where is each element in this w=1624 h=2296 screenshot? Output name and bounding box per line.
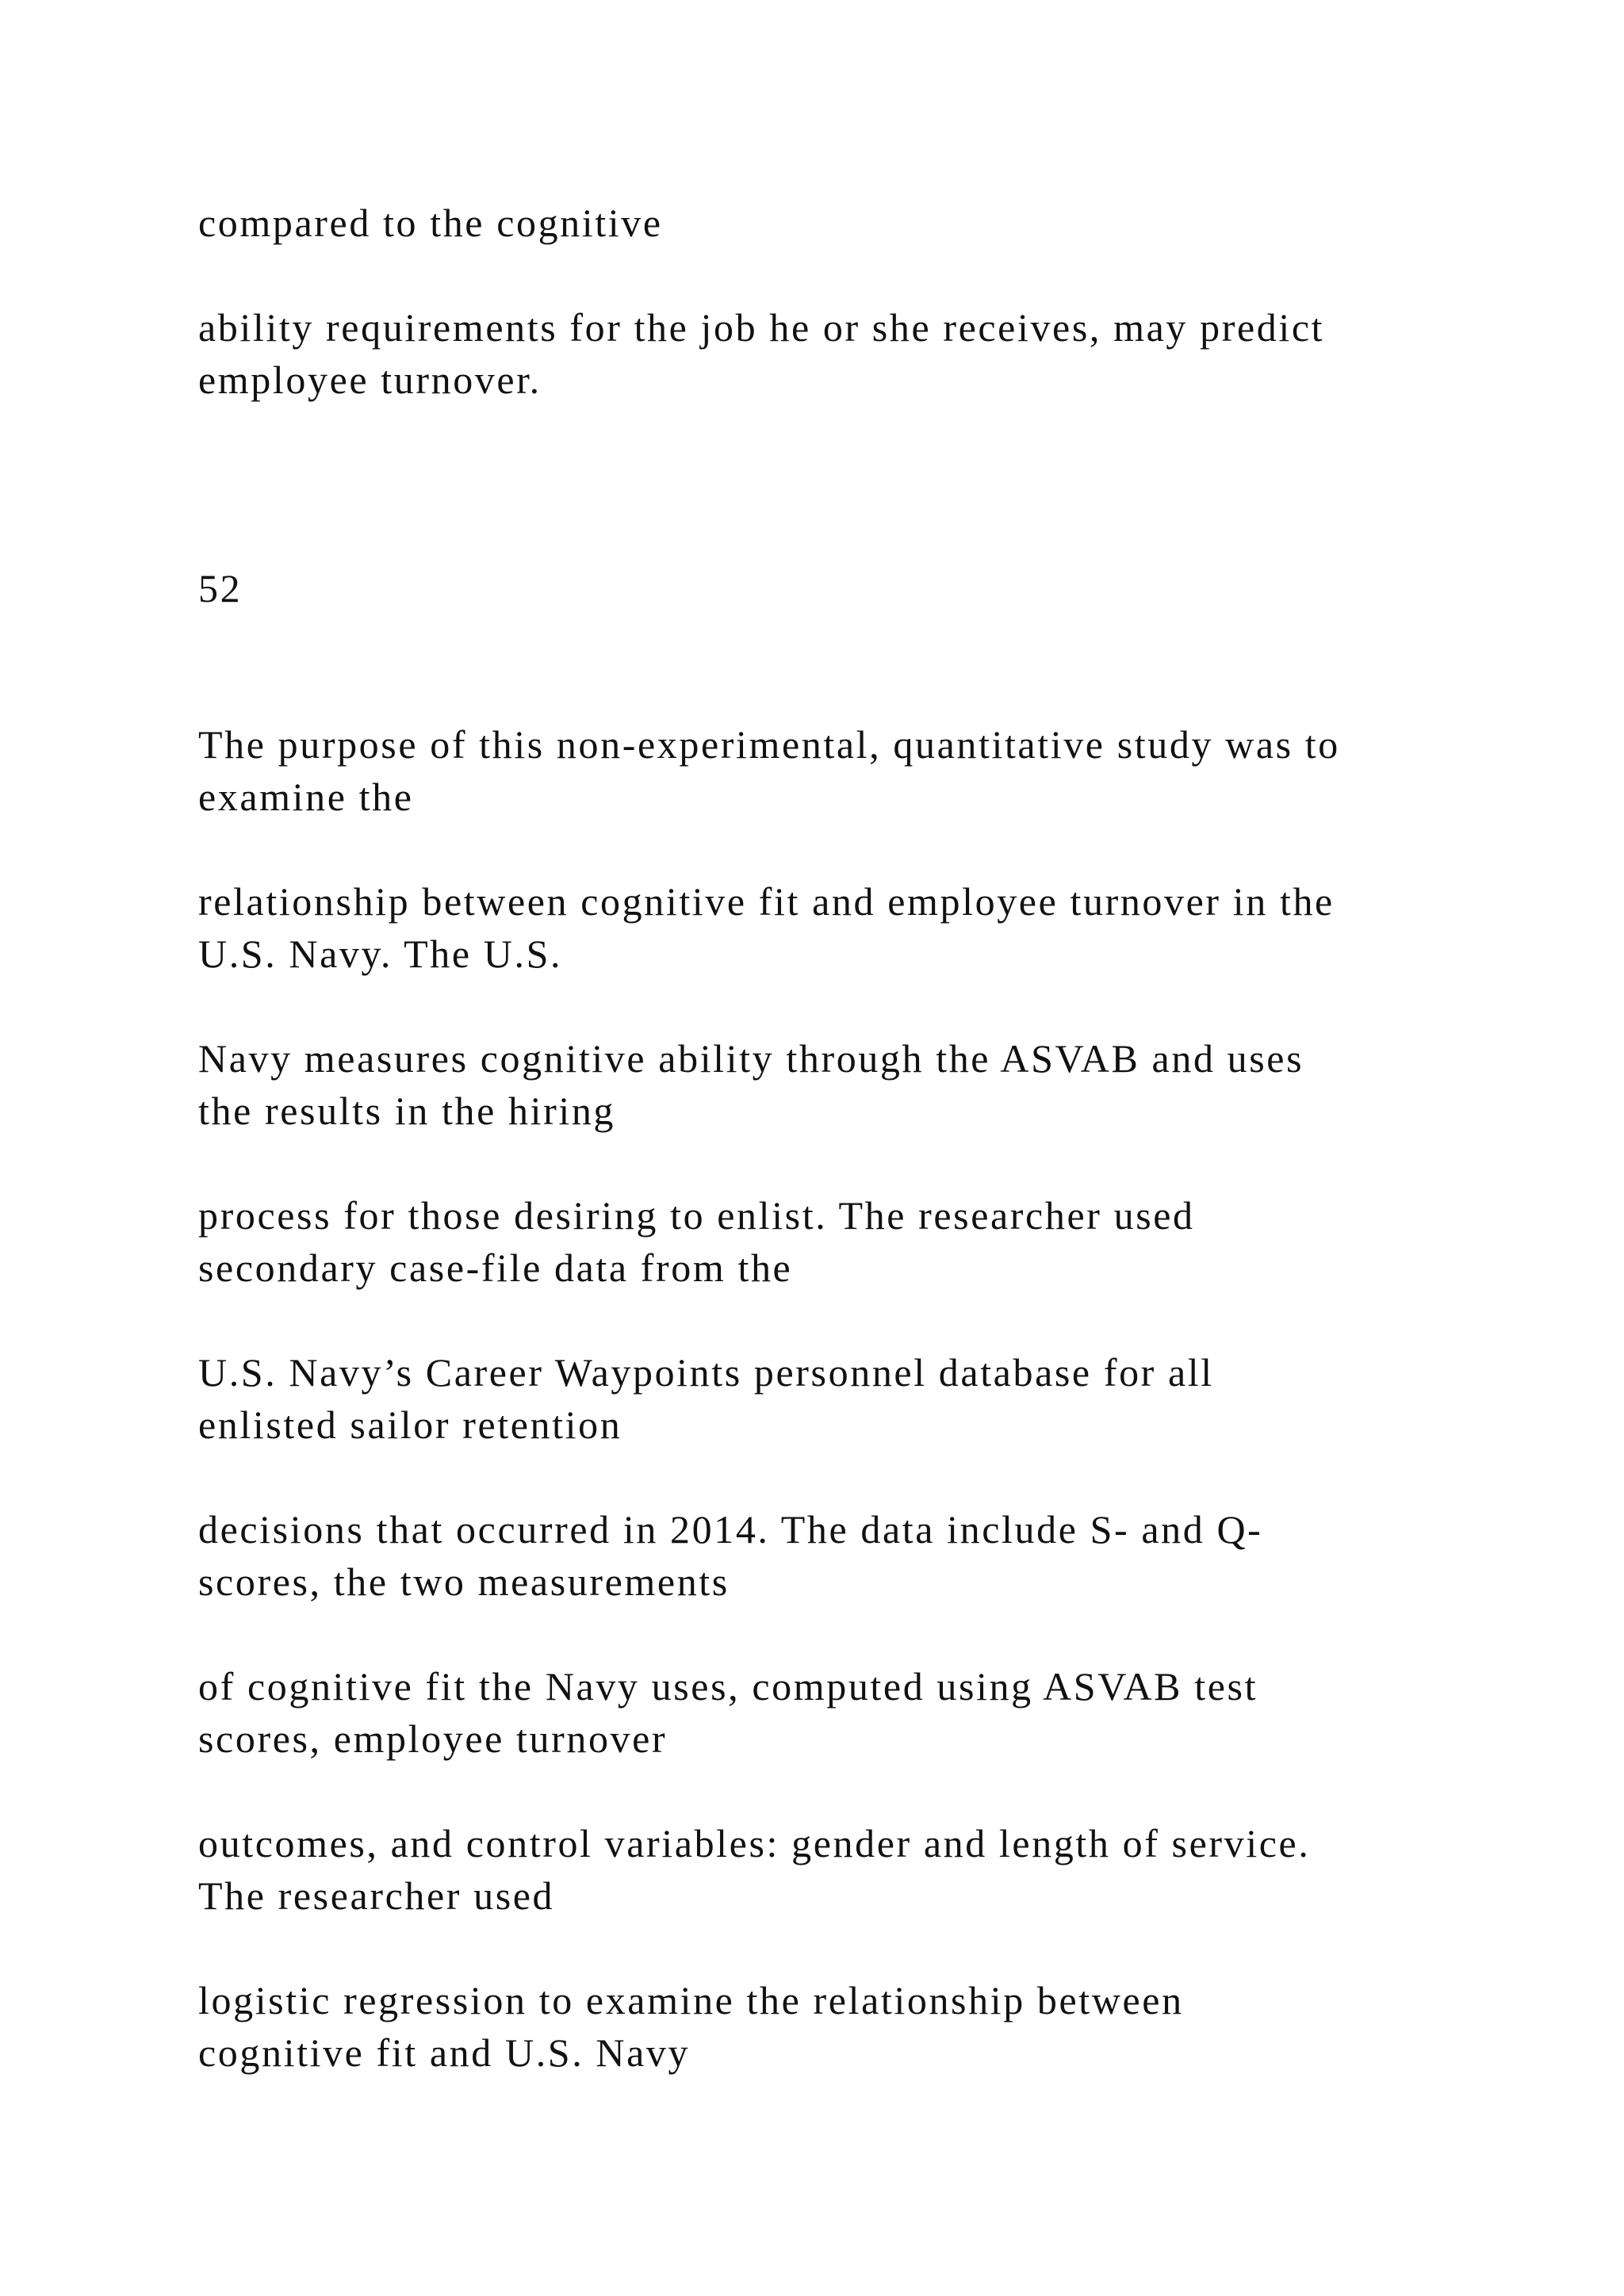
text-line: U.S. Navy’s Career Waypoints personnel database for all <box>198 1350 1214 1395</box>
text-line: U.S. Navy. The U.S. <box>198 932 563 976</box>
text-line: The purpose of this non-experimental, quantitative study was to <box>198 722 1340 767</box>
text-line: relationship between cognitive fit and employee turnover in the <box>198 879 1335 924</box>
text-line: decisions that occurred in 2014. The data include S- and Q- <box>198 1507 1263 1552</box>
page-number: 52 <box>198 566 243 610</box>
text-line: cognitive fit and U.S. Navy <box>198 2030 691 2075</box>
text-line: logistic regression to examine the relationship between <box>198 1978 1184 2022</box>
text-line: Navy measures cognitive ability through the ASVAB and uses <box>198 1036 1304 1081</box>
text-line: compared to the cognitive <box>198 201 663 245</box>
text-line: examine the <box>198 775 414 819</box>
text-line: The researcher used <box>198 1873 555 1918</box>
text-line: outcomes, and control variables: gender and length of service. <box>198 1821 1311 1866</box>
text-line: process for those desiring to enlist. The researcher used <box>198 1193 1195 1238</box>
text-line: secondary case-file data from the <box>198 1246 793 1290</box>
text-line: scores, employee turnover <box>198 1716 668 1761</box>
text-line: ability requirements for the job he or she receives, may predict <box>198 305 1325 350</box>
text-line: employee turnover. <box>198 358 542 402</box>
text-line: enlisted sailor retention <box>198 1402 622 1447</box>
text-line: of cognitive fit the Navy uses, computed using ASVAB test <box>198 1664 1258 1709</box>
text-line: scores, the two measurements <box>198 1559 730 1604</box>
text-line: the results in the hiring <box>198 1089 616 1133</box>
